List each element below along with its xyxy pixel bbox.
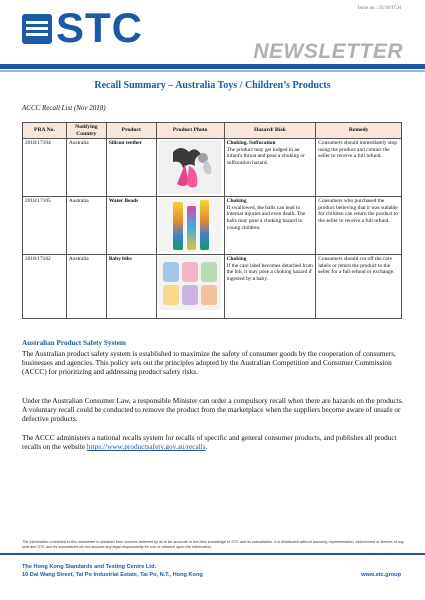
hazard-description: The product may get lodged in an infant's throat and pose a choking or suffocation hazard. bbox=[226, 146, 305, 166]
paragraph-end: . bbox=[205, 442, 208, 452]
pra-number: 2018/17104 bbox=[23, 139, 67, 197]
recall-table bbox=[22, 122, 402, 319]
brand-name: STC bbox=[56, 4, 143, 51]
product-photo-baby-bibs bbox=[159, 256, 221, 310]
page-title: Recall Summary – Australia Toys / Children’s Products bbox=[94, 80, 331, 91]
table-row bbox=[23, 139, 402, 197]
column-header-remedy: Remedy bbox=[316, 123, 402, 139]
hazard-risk bbox=[224, 255, 316, 319]
hazard-title: Choking, Suffocation bbox=[226, 140, 276, 147]
notifying-country: Australia bbox=[66, 139, 106, 197]
newsletter-label: NEWSLETTER bbox=[253, 40, 403, 63]
paragraph-recalls-system bbox=[22, 433, 404, 451]
newsletter-header bbox=[0, 0, 425, 70]
hazard-title: Choking bbox=[226, 198, 247, 205]
column-header-pra: PRA No. bbox=[23, 123, 67, 139]
hazard-risk bbox=[224, 197, 316, 255]
product-photo-water-beads bbox=[159, 198, 221, 252]
remedy: Consumers who purchased the product believing that it was suitable for children can return the product to the seller to receive a full refund. bbox=[316, 197, 402, 255]
hazard-title: Choking bbox=[226, 256, 247, 263]
pra-number: 2018/17162 bbox=[23, 255, 67, 319]
section-label: ACCC Recall List (Nov 2018) bbox=[22, 104, 106, 112]
product-photo-cell bbox=[156, 197, 224, 255]
hazard-description: If swallowed, the balls can lead to internal injuries and even death. The balls may pose a choking hazard to young children. bbox=[226, 204, 306, 231]
hazard-description: If the care label becomes detached from the bib, it may pose a choking hazard if ingested by a baby. bbox=[226, 262, 313, 282]
column-header-photo: Product Photo bbox=[156, 123, 224, 139]
stc-logo-icon bbox=[22, 14, 52, 44]
disclaimer: The information contained in this newsletter is obtained from sources believed by its to be accurate to the best knowledge of STC and its subsidiaries. It is distributed without warranty, representation, inducement or licence of any kind and STC and its subsidiaries do not assume any legal responsibility for use or reliance upon the information. bbox=[22, 540, 404, 549]
table-row bbox=[23, 197, 402, 255]
company-name: The Hong Kong Standards and Testing Centre Ltd. bbox=[22, 564, 157, 570]
company-website[interactable]: www.stc.group bbox=[361, 572, 401, 578]
remedy: Consumers should immediately stop using the product and contact the seller to receive a full refund. bbox=[316, 139, 402, 197]
product-photo-cell bbox=[156, 139, 224, 197]
product-photo-cell bbox=[156, 255, 224, 319]
hazard-risk bbox=[224, 139, 316, 197]
pra-number: 2018/17105 bbox=[23, 197, 67, 255]
product-photo-teether bbox=[159, 140, 221, 194]
column-header-hazard: Hazard/ Risk bbox=[224, 123, 316, 139]
issue-number: Issue no.: 25/18/TCH bbox=[357, 6, 401, 11]
paragraph-text: The ACCC administers a national recalls system for recalls of specific and general consumer products, and publishes all product recalls on the website bbox=[22, 433, 397, 452]
header-divider bbox=[0, 64, 425, 69]
product-name: Baby bibs bbox=[106, 255, 156, 319]
paragraph-recall-law: Under the Australian Consumer Law, a responsible Minister can order a compulsory recall when there are hazards on the products. A voluntary recall could be conducted to remove the product from the marketplace when the suppliers become aware of unsafe or defective products. bbox=[22, 396, 404, 424]
column-header-country: Notifying Country bbox=[66, 123, 106, 139]
paragraph-intro: The Australian product safety system is established to maximize the safety of consumer goods by the cooperation of consumers, businesses and agencies. This policy sets out the principles adopted by the Australian Competition and Consumer Commission (ACCC) for prioritizing and addressing product safety risks. bbox=[22, 349, 396, 377]
product-name: Silicon teether bbox=[106, 139, 156, 197]
recalls-website-link[interactable]: https://www.productsafety.gov.au/recalls bbox=[86, 442, 206, 452]
header-divider-thin bbox=[0, 70, 425, 72]
notifying-country: Australia bbox=[66, 255, 106, 319]
table-row bbox=[23, 255, 402, 319]
table-header-row bbox=[23, 123, 402, 139]
product-name: Water Beads bbox=[106, 197, 156, 255]
notifying-country: Australia bbox=[66, 197, 106, 255]
remedy: Consumers should cut off the care labels or return the product to the seller for a full refund or exchange. bbox=[316, 255, 402, 319]
section-heading: Australian Product Safety System bbox=[22, 339, 126, 347]
company-address: 10 Dai Wang Street, Tai Po Industrial Estate, Tai Po, N.T., Hong Kong bbox=[22, 572, 203, 578]
column-header-product: Product bbox=[106, 123, 156, 139]
footer-divider bbox=[0, 553, 425, 555]
